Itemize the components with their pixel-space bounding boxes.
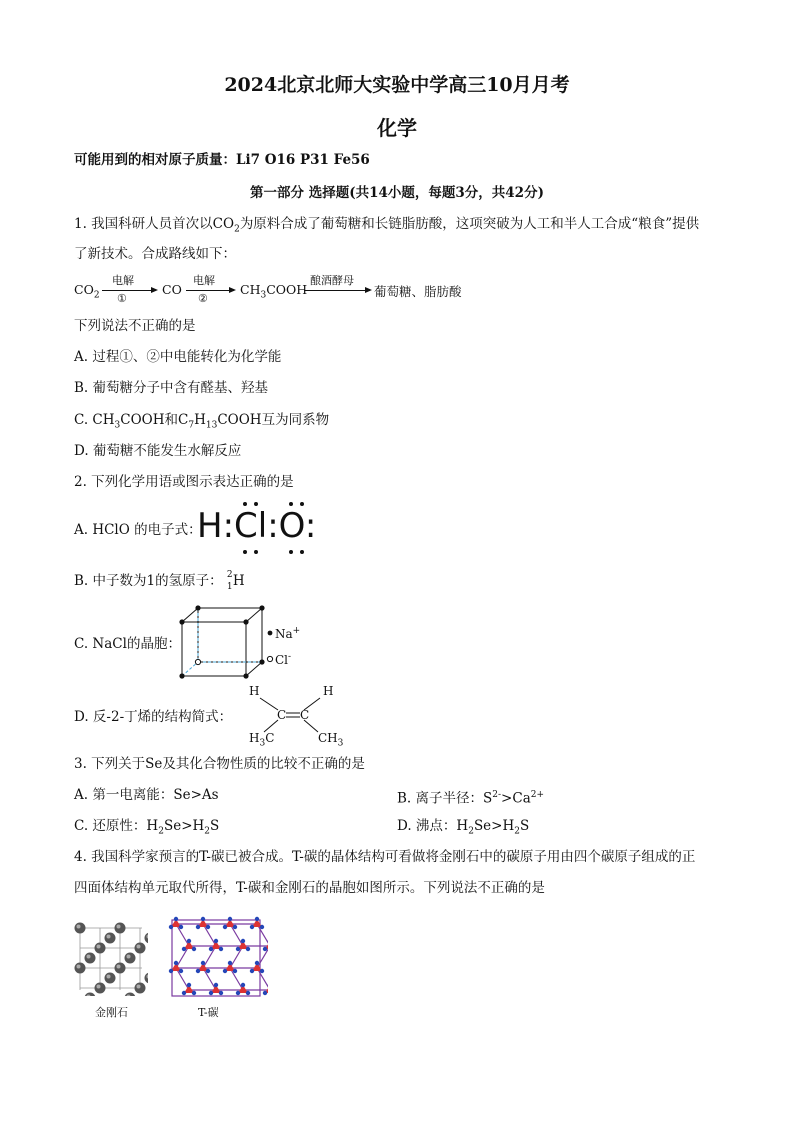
q2-option-c-label: C. NaCl的晶胞： xyxy=(74,636,181,652)
legend-cl: Cl- xyxy=(275,652,292,667)
route-co2: $CO_2$ xyxy=(74,282,100,301)
arrow1-bottom-label: ① xyxy=(117,292,127,305)
caption-diamond: 金刚石 xyxy=(95,1006,128,1019)
q2-option-d-label: D. 反-2-丁烯的结构简式： xyxy=(74,709,233,725)
q2-option-b-label: B. 中子数为1的氢原子： xyxy=(74,573,223,589)
struct-h3c: $H_3C$ xyxy=(249,731,275,749)
q1-option-a: A. 过程①、②中电能转化为化学能 xyxy=(74,349,282,365)
exam-title: 2024北京北师大实验中学高三10月月考 xyxy=(224,74,570,96)
nacl-unit-cell xyxy=(174,600,304,682)
arrow1-top-label: 电解 xyxy=(112,274,134,287)
caption-t-carbon: T-碳 xyxy=(198,1006,219,1019)
route-arrow-2 xyxy=(186,290,234,291)
struct-c-left: C xyxy=(277,708,287,722)
atomic-mass-note: 可能用到的相对原子质量：Li7 O16 P31 Fe56 xyxy=(74,152,370,168)
arrow2-bottom-label: ② xyxy=(198,292,208,305)
q4-stem-line2: 四面体结构单元取代所得，T-碳和金刚石的晶胞如图所示。下列说法不正确的是 xyxy=(74,880,545,896)
q2-stem: 2. 下列化学用语或图示表达正确的是 xyxy=(74,474,294,490)
q2-option-a-label: A. HClO 的电子式： xyxy=(74,522,202,538)
q3-option-b: B. 离子半径：$S^{2-}>Ca^{2+}$ xyxy=(397,790,545,807)
synthesis-route xyxy=(74,270,594,310)
q1-stem-line1: 1. 我国科研人员首次以$CO_2$为原料合成了葡萄糖和长链脂肪酸，这项突破为人工和半人工合成“粮食”提供 xyxy=(74,216,700,235)
q1-stem-line2: 了新技术。合成路线如下： xyxy=(74,246,236,262)
route-product: 葡萄糖、脂肪酸 xyxy=(374,284,462,299)
q1-option-d: D. 葡萄糖不能发生水解反应 xyxy=(74,443,242,459)
arrow2-top-label: 电解 xyxy=(193,274,215,287)
q1-option-c: C. $CH_3COOH$和$C_7H_{13}COOH$互为同系物 xyxy=(74,412,330,431)
q2-option-b xyxy=(74,571,243,591)
struct-h-right: H xyxy=(323,684,334,698)
lewis-formula: H:Cl:O: xyxy=(197,506,317,546)
q1-question: 下列说法不正确的是 xyxy=(74,318,196,334)
t-carbon-unit-cell-image xyxy=(164,912,268,1004)
route-ch3cooh: $CH_3COOH$ xyxy=(240,282,308,301)
struct-c-right: C xyxy=(300,708,310,722)
route-arrow-1 xyxy=(102,290,156,291)
legend-na: Na+ xyxy=(275,626,301,641)
part-title: 第一部分 选择题(共14小题，每题3分，共42分) xyxy=(250,185,544,201)
hclo-lewis-structure xyxy=(197,500,337,558)
subject-title: 化学 xyxy=(377,116,417,140)
q3-option-c: C. 还原性：$H_2Se>H_2S$ xyxy=(74,818,220,837)
hydrogen-isotope: 2 1 H xyxy=(226,570,245,592)
struct-ch3: $CH_3$ xyxy=(318,731,344,749)
q3-option-d: D. 沸点：$H_2Se>H_2S$ xyxy=(397,818,530,837)
arrow3-top-label: 酿酒酵母 xyxy=(310,274,354,287)
route-arrow-3 xyxy=(304,290,370,291)
struct-h-left: H xyxy=(249,684,260,698)
q4-stem-line1: 4. 我国科学家预言的T-碳已被合成。T-碳的晶体结构可看做将金刚石中的碳原子用由四个碳原子组成的正 xyxy=(74,849,696,865)
q3-option-a: A. 第一电离能：Se>As xyxy=(74,787,219,803)
q1-option-b: B. 葡萄糖分子中含有醛基、羟基 xyxy=(74,380,269,396)
diamond-unit-cell-image xyxy=(74,922,148,996)
route-co: CO xyxy=(162,282,182,297)
q3-stem: 3. 下列关于Se及其化合物性质的比较不正确的是 xyxy=(74,756,365,772)
